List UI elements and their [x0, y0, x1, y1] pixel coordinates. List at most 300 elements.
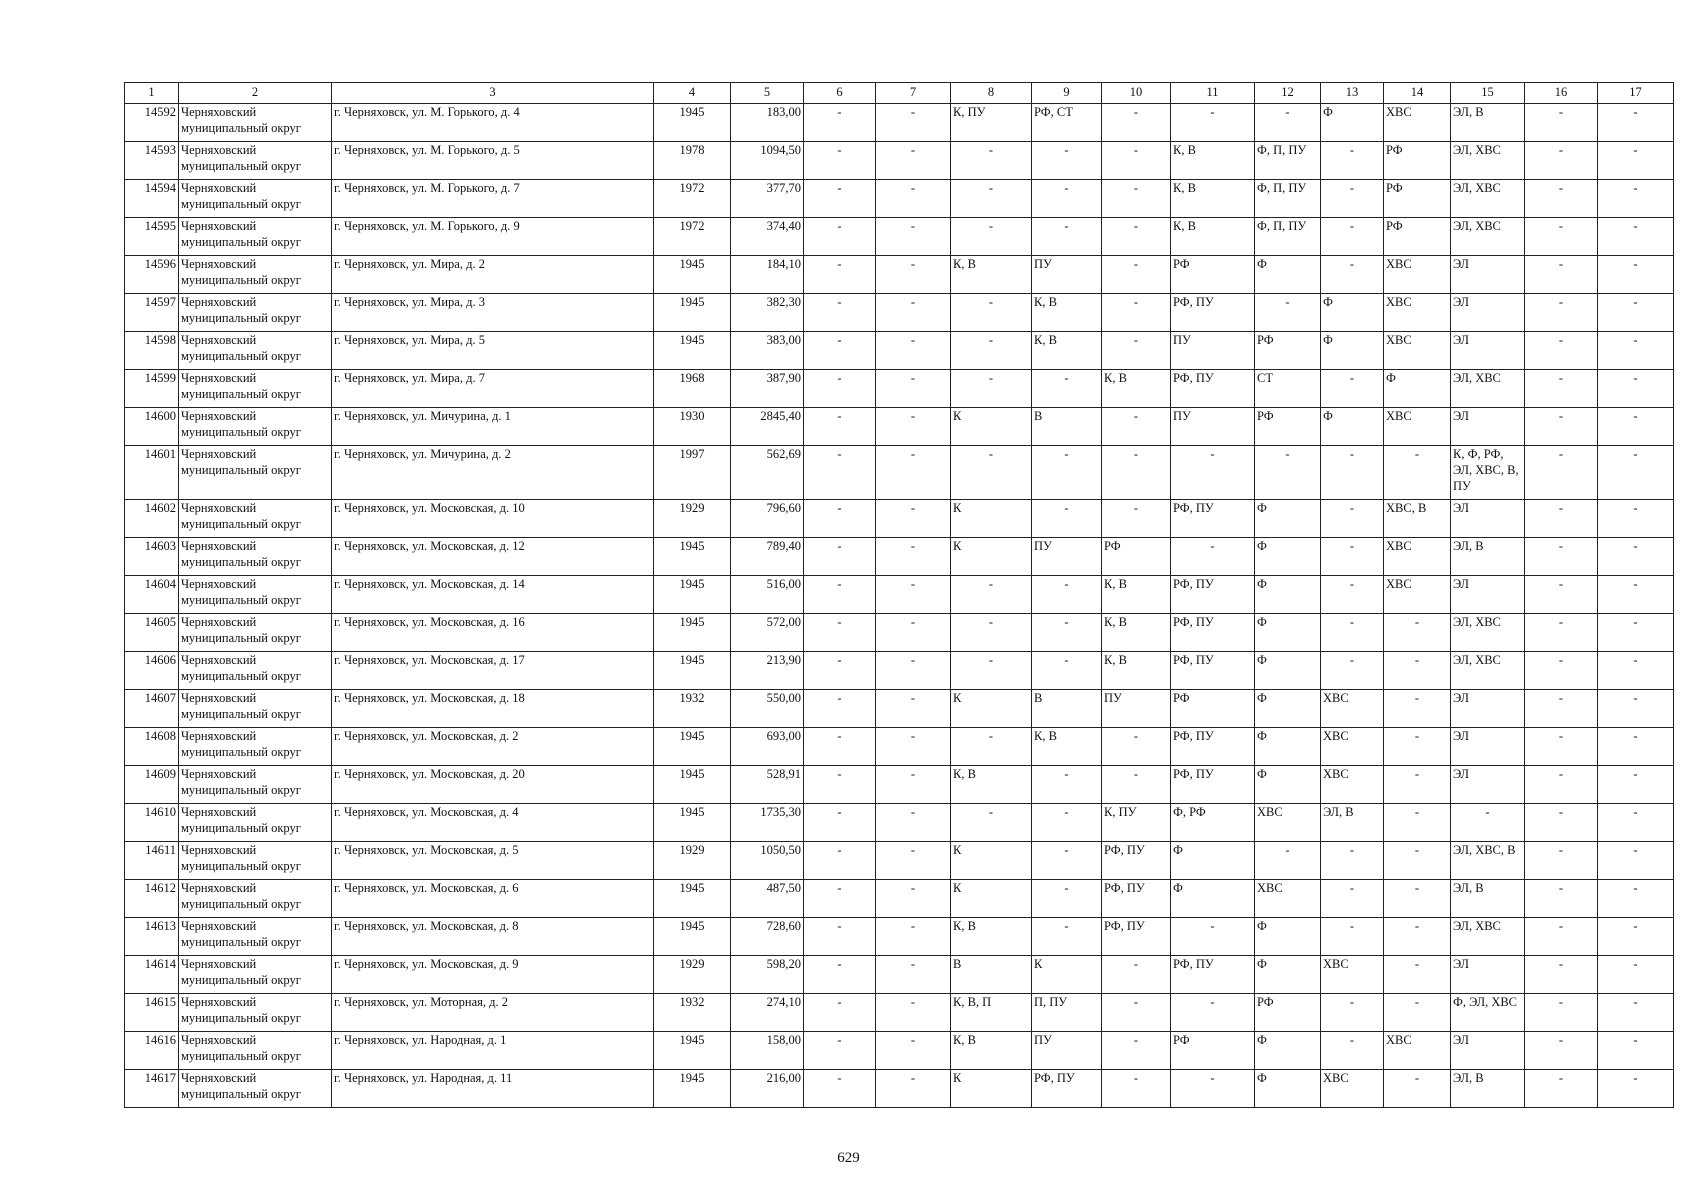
- table-row: [125, 332, 1674, 370]
- table-cell-col-14: ХВС: [1384, 538, 1451, 576]
- column-header-13: 13: [1321, 83, 1384, 104]
- table-cell-col-15: ЭЛ: [1451, 500, 1525, 538]
- table-cell-col-12: Ф: [1255, 766, 1321, 804]
- table-cell-col-16: -: [1525, 880, 1598, 918]
- table-row: [125, 576, 1674, 614]
- table-cell-col-7: -: [876, 370, 951, 408]
- table-cell-col-5: 528,91: [731, 766, 804, 804]
- table-cell-col-14: РФ: [1384, 218, 1451, 256]
- table-cell-col-17: -: [1598, 1032, 1674, 1070]
- table-cell-col-1: 14603: [125, 538, 179, 576]
- table-cell-col-4: 1968: [654, 370, 731, 408]
- table-cell-col-17: -: [1598, 408, 1674, 446]
- table-cell-col-3: г. Черняховск, ул. Московская, д. 9: [332, 956, 654, 994]
- table-cell-col-5: 693,00: [731, 728, 804, 766]
- column-header-4: 4: [654, 83, 731, 104]
- table-cell-col-9: ПУ: [1032, 1032, 1102, 1070]
- table-cell-col-11: РФ, ПУ: [1171, 728, 1255, 766]
- table-cell-col-11: РФ, ПУ: [1171, 500, 1255, 538]
- table-cell-col-12: Ф: [1255, 690, 1321, 728]
- table-cell-col-6: -: [804, 1070, 876, 1108]
- table-cell-col-6: -: [804, 956, 876, 994]
- table-cell-col-16: -: [1525, 104, 1598, 142]
- table-cell-col-8: К: [951, 842, 1032, 880]
- table-cell-col-14: РФ: [1384, 180, 1451, 218]
- table-cell-col-13: -: [1321, 142, 1384, 180]
- table-cell-col-12: ХВС: [1255, 804, 1321, 842]
- table-cell-col-14: -: [1384, 766, 1451, 804]
- table-cell-col-16: -: [1525, 332, 1598, 370]
- table-cell-col-8: -: [951, 652, 1032, 690]
- table-cell-col-16: -: [1525, 370, 1598, 408]
- table-cell-col-10: -: [1102, 332, 1171, 370]
- table-row: [125, 500, 1674, 538]
- table-cell-col-9: -: [1032, 842, 1102, 880]
- table-cell-col-8: К: [951, 1070, 1032, 1108]
- table-cell-col-7: -: [876, 804, 951, 842]
- table-cell-col-17: -: [1598, 256, 1674, 294]
- table-cell-col-9: -: [1032, 142, 1102, 180]
- table-cell-col-12: СТ: [1255, 370, 1321, 408]
- table-cell-col-5: 550,00: [731, 690, 804, 728]
- table-cell-col-2: Черняховский муниципальный округ: [179, 918, 332, 956]
- table-cell-col-14: РФ: [1384, 142, 1451, 180]
- table-cell-col-16: -: [1525, 500, 1598, 538]
- table-cell-col-4: 1932: [654, 994, 731, 1032]
- table-cell-col-16: -: [1525, 408, 1598, 446]
- table-cell-col-12: Ф, П, ПУ: [1255, 218, 1321, 256]
- table-cell-col-5: 183,00: [731, 104, 804, 142]
- table-cell-col-15: ЭЛ: [1451, 690, 1525, 728]
- table-cell-col-4: 1945: [654, 256, 731, 294]
- table-cell-col-4: 1945: [654, 918, 731, 956]
- table-row: [125, 294, 1674, 332]
- table-cell-col-17: -: [1598, 500, 1674, 538]
- table-cell-col-16: -: [1525, 294, 1598, 332]
- table-cell-col-13: -: [1321, 880, 1384, 918]
- table-row: [125, 256, 1674, 294]
- table-cell-col-2: Черняховский муниципальный округ: [179, 408, 332, 446]
- table-cell-col-1: 14600: [125, 408, 179, 446]
- table-cell-col-15: К, Ф, РФ, ЭЛ, ХВС, В, ПУ: [1451, 446, 1525, 500]
- table-cell-col-7: -: [876, 408, 951, 446]
- table-cell-col-8: -: [951, 728, 1032, 766]
- table-cell-col-10: -: [1102, 142, 1171, 180]
- table-cell-col-3: г. Черняховск, ул. Московская, д. 2: [332, 728, 654, 766]
- table-cell-col-1: 14613: [125, 918, 179, 956]
- table-cell-col-10: К, В: [1102, 370, 1171, 408]
- table-cell-col-13: -: [1321, 842, 1384, 880]
- table-cell-col-9: ПУ: [1032, 538, 1102, 576]
- page-number: 629: [837, 1150, 860, 1166]
- table-cell-col-15: ЭЛ, В: [1451, 104, 1525, 142]
- table-cell-col-14: -: [1384, 880, 1451, 918]
- table-cell-col-10: -: [1102, 766, 1171, 804]
- table-cell-col-11: Ф, РФ: [1171, 804, 1255, 842]
- table-cell-col-6: -: [804, 408, 876, 446]
- table-cell-col-9: -: [1032, 500, 1102, 538]
- table-cell-col-6: -: [804, 842, 876, 880]
- table-cell-col-2: Черняховский муниципальный округ: [179, 538, 332, 576]
- table-cell-col-6: -: [804, 104, 876, 142]
- column-header-17: 17: [1598, 83, 1674, 104]
- table-cell-col-6: -: [804, 994, 876, 1032]
- table-cell-col-12: РФ: [1255, 408, 1321, 446]
- table-row: [125, 728, 1674, 766]
- table-cell-col-5: 213,90: [731, 652, 804, 690]
- table-cell-col-10: РФ, ПУ: [1102, 842, 1171, 880]
- table-row: [125, 446, 1674, 500]
- table-cell-col-4: 1930: [654, 408, 731, 446]
- table-row: [125, 918, 1674, 956]
- table-row: [125, 766, 1674, 804]
- table-cell-col-15: ЭЛ, ХВС: [1451, 370, 1525, 408]
- table-cell-col-10: РФ, ПУ: [1102, 880, 1171, 918]
- table-cell-col-13: -: [1321, 218, 1384, 256]
- table-cell-col-6: -: [804, 766, 876, 804]
- table-cell-col-14: -: [1384, 728, 1451, 766]
- table-cell-col-10: -: [1102, 956, 1171, 994]
- table-cell-col-12: -: [1255, 294, 1321, 332]
- table-cell-col-9: -: [1032, 370, 1102, 408]
- table-cell-col-7: -: [876, 690, 951, 728]
- table-cell-col-5: 1094,50: [731, 142, 804, 180]
- table-cell-col-3: г. Черняховск, ул. Мира, д. 5: [332, 332, 654, 370]
- table-cell-col-3: г. Черняховск, ул. Моторная, д. 2: [332, 994, 654, 1032]
- table-cell-col-13: -: [1321, 994, 1384, 1032]
- table-cell-col-6: -: [804, 500, 876, 538]
- table-cell-col-8: -: [951, 218, 1032, 256]
- table-cell-col-5: 487,50: [731, 880, 804, 918]
- table-cell-col-17: -: [1598, 446, 1674, 500]
- table-cell-col-12: РФ: [1255, 994, 1321, 1032]
- table-cell-col-5: 1050,50: [731, 842, 804, 880]
- table-cell-col-2: Черняховский муниципальный округ: [179, 880, 332, 918]
- table-cell-col-3: г. Черняховск, ул. Мира, д. 2: [332, 256, 654, 294]
- table-cell-col-3: г. Черняховск, ул. Московская, д. 10: [332, 500, 654, 538]
- table-cell-col-7: -: [876, 180, 951, 218]
- table-cell-col-11: РФ, ПУ: [1171, 294, 1255, 332]
- table-cell-col-13: Ф: [1321, 104, 1384, 142]
- table-row: [125, 880, 1674, 918]
- table-cell-col-9: -: [1032, 446, 1102, 500]
- table-cell-col-4: 1929: [654, 842, 731, 880]
- table-cell-col-5: 572,00: [731, 614, 804, 652]
- table-cell-col-9: К: [1032, 956, 1102, 994]
- table-cell-col-9: К, В: [1032, 728, 1102, 766]
- table-cell-col-17: -: [1598, 294, 1674, 332]
- table-row: [125, 1032, 1674, 1070]
- table-cell-col-8: -: [951, 294, 1032, 332]
- table-cell-col-13: Ф: [1321, 408, 1384, 446]
- table-cell-col-17: -: [1598, 180, 1674, 218]
- table-cell-col-11: ПУ: [1171, 408, 1255, 446]
- table-cell-col-5: 562,69: [731, 446, 804, 500]
- table-cell-col-17: -: [1598, 332, 1674, 370]
- table-cell-col-1: 14592: [125, 104, 179, 142]
- table-cell-col-8: К: [951, 880, 1032, 918]
- table-cell-col-5: 789,40: [731, 538, 804, 576]
- table-cell-col-3: г. Черняховск, ул. М. Горького, д. 4: [332, 104, 654, 142]
- table-cell-col-5: 374,40: [731, 218, 804, 256]
- table-cell-col-1: 14595: [125, 218, 179, 256]
- table-cell-col-14: ХВС: [1384, 1032, 1451, 1070]
- table-cell-col-14: -: [1384, 614, 1451, 652]
- table-cell-col-2: Черняховский муниципальный округ: [179, 994, 332, 1032]
- table-cell-col-12: Ф, П, ПУ: [1255, 180, 1321, 218]
- table-cell-col-11: РФ: [1171, 1032, 1255, 1070]
- table-cell-col-16: -: [1525, 142, 1598, 180]
- table-cell-col-6: -: [804, 538, 876, 576]
- table-cell-col-17: -: [1598, 728, 1674, 766]
- table-cell-col-2: Черняховский муниципальный округ: [179, 1070, 332, 1108]
- table-cell-col-8: -: [951, 142, 1032, 180]
- table-cell-col-2: Черняховский муниципальный округ: [179, 1032, 332, 1070]
- table-cell-col-8: К, ПУ: [951, 104, 1032, 142]
- table-cell-col-15: ЭЛ: [1451, 408, 1525, 446]
- table-cell-col-17: -: [1598, 576, 1674, 614]
- column-header-14: 14: [1384, 83, 1451, 104]
- table-row: [125, 1070, 1674, 1108]
- table-cell-col-15: ЭЛ: [1451, 728, 1525, 766]
- table-cell-col-15: ЭЛ: [1451, 294, 1525, 332]
- column-header-3: 3: [332, 83, 654, 104]
- table-cell-col-16: -: [1525, 690, 1598, 728]
- table-cell-col-15: ЭЛ: [1451, 1032, 1525, 1070]
- table-cell-col-6: -: [804, 652, 876, 690]
- table-cell-col-11: -: [1171, 918, 1255, 956]
- table-cell-col-2: Черняховский муниципальный округ: [179, 500, 332, 538]
- column-header-8: 8: [951, 83, 1032, 104]
- table-cell-col-13: ХВС: [1321, 1070, 1384, 1108]
- table-cell-col-1: 14602: [125, 500, 179, 538]
- table-cell-col-4: 1945: [654, 104, 731, 142]
- table-cell-col-12: Ф: [1255, 1032, 1321, 1070]
- table-cell-col-10: РФ: [1102, 538, 1171, 576]
- table-cell-col-8: К, В, П: [951, 994, 1032, 1032]
- table-cell-col-1: 14594: [125, 180, 179, 218]
- table-cell-col-3: г. Черняховск, ул. Мира, д. 3: [332, 294, 654, 332]
- table-cell-col-9: РФ, ПУ: [1032, 1070, 1102, 1108]
- table-cell-col-9: К, В: [1032, 332, 1102, 370]
- table-cell-col-8: К, В: [951, 1032, 1032, 1070]
- table-cell-col-4: 1945: [654, 576, 731, 614]
- table-cell-col-7: -: [876, 728, 951, 766]
- table-cell-col-4: 1945: [654, 804, 731, 842]
- table-row: [125, 652, 1674, 690]
- table-cell-col-17: -: [1598, 142, 1674, 180]
- table-cell-col-1: 14617: [125, 1070, 179, 1108]
- table-cell-col-13: -: [1321, 652, 1384, 690]
- table-cell-col-4: 1945: [654, 728, 731, 766]
- table-cell-col-15: ЭЛ, ХВС: [1451, 218, 1525, 256]
- table-cell-col-9: -: [1032, 180, 1102, 218]
- table-cell-col-4: 1945: [654, 1070, 731, 1108]
- table-cell-col-10: -: [1102, 408, 1171, 446]
- table-cell-col-17: -: [1598, 918, 1674, 956]
- table-cell-col-6: -: [804, 1032, 876, 1070]
- table-cell-col-11: РФ, ПУ: [1171, 576, 1255, 614]
- table-cell-col-5: 158,00: [731, 1032, 804, 1070]
- registry-table: [124, 82, 1674, 1108]
- table-cell-col-10: -: [1102, 218, 1171, 256]
- table-cell-col-16: -: [1525, 804, 1598, 842]
- table-cell-col-15: ЭЛ, ХВС: [1451, 142, 1525, 180]
- table-cell-col-12: Ф: [1255, 500, 1321, 538]
- table-cell-col-9: -: [1032, 880, 1102, 918]
- table-cell-col-4: 1945: [654, 766, 731, 804]
- table-cell-col-1: 14604: [125, 576, 179, 614]
- table-cell-col-6: -: [804, 446, 876, 500]
- table-cell-col-11: РФ, ПУ: [1171, 956, 1255, 994]
- table-cell-col-5: 796,60: [731, 500, 804, 538]
- table-cell-col-17: -: [1598, 614, 1674, 652]
- table-cell-col-3: г. Черняховск, ул. Мичурина, д. 1: [332, 408, 654, 446]
- table-cell-col-3: г. Черняховск, ул. Мичурина, д. 2: [332, 446, 654, 500]
- table-cell-col-15: ЭЛ, ХВС: [1451, 652, 1525, 690]
- table-cell-col-11: Ф: [1171, 842, 1255, 880]
- table-cell-col-14: -: [1384, 956, 1451, 994]
- table-cell-col-9: -: [1032, 576, 1102, 614]
- table-cell-col-15: ЭЛ, ХВС: [1451, 614, 1525, 652]
- column-header-12: 12: [1255, 83, 1321, 104]
- table-cell-col-9: ПУ: [1032, 256, 1102, 294]
- table-cell-col-10: -: [1102, 1032, 1171, 1070]
- table-cell-col-10: ПУ: [1102, 690, 1171, 728]
- table-cell-col-2: Черняховский муниципальный округ: [179, 842, 332, 880]
- table-cell-col-2: Черняховский муниципальный округ: [179, 576, 332, 614]
- table-cell-col-4: 1972: [654, 180, 731, 218]
- table-cell-col-15: ЭЛ, ХВС: [1451, 918, 1525, 956]
- table-cell-col-5: 274,10: [731, 994, 804, 1032]
- table-cell-col-13: -: [1321, 1032, 1384, 1070]
- table-cell-col-15: ЭЛ: [1451, 256, 1525, 294]
- table-cell-col-4: 1929: [654, 500, 731, 538]
- table-cell-col-14: -: [1384, 652, 1451, 690]
- table-cell-col-14: ХВС: [1384, 408, 1451, 446]
- table-cell-col-9: -: [1032, 918, 1102, 956]
- table-cell-col-12: -: [1255, 446, 1321, 500]
- table-cell-col-15: ЭЛ, В: [1451, 538, 1525, 576]
- table-cell-col-11: -: [1171, 1070, 1255, 1108]
- table-cell-col-12: РФ: [1255, 332, 1321, 370]
- table-cell-col-5: 516,00: [731, 576, 804, 614]
- table-row: [125, 842, 1674, 880]
- table-cell-col-14: ХВС: [1384, 294, 1451, 332]
- table-cell-col-7: -: [876, 766, 951, 804]
- table-cell-col-9: -: [1032, 614, 1102, 652]
- table-cell-col-14: -: [1384, 804, 1451, 842]
- table-cell-col-11: Ф: [1171, 880, 1255, 918]
- table-cell-col-4: 1945: [654, 880, 731, 918]
- table-cell-col-12: Ф: [1255, 1070, 1321, 1108]
- table-cell-col-9: -: [1032, 804, 1102, 842]
- table-cell-col-10: К, ПУ: [1102, 804, 1171, 842]
- table-cell-col-2: Черняховский муниципальный округ: [179, 332, 332, 370]
- table-cell-col-12: Ф: [1255, 614, 1321, 652]
- table-cell-col-2: Черняховский муниципальный округ: [179, 256, 332, 294]
- table-cell-col-7: -: [876, 652, 951, 690]
- table-cell-col-16: -: [1525, 538, 1598, 576]
- table-cell-col-7: -: [876, 446, 951, 500]
- table-cell-col-13: -: [1321, 918, 1384, 956]
- table-cell-col-11: К, В: [1171, 180, 1255, 218]
- table-cell-col-16: -: [1525, 180, 1598, 218]
- table-cell-col-16: -: [1525, 766, 1598, 804]
- table-cell-col-12: Ф: [1255, 576, 1321, 614]
- column-header-6: 6: [804, 83, 876, 104]
- table-cell-col-6: -: [804, 728, 876, 766]
- table-cell-col-1: 14616: [125, 1032, 179, 1070]
- table-row: [125, 956, 1674, 994]
- table-cell-col-14: ХВС: [1384, 576, 1451, 614]
- table-cell-col-7: -: [876, 218, 951, 256]
- table-cell-col-7: -: [876, 1070, 951, 1108]
- table-cell-col-10: -: [1102, 500, 1171, 538]
- table-cell-col-9: -: [1032, 766, 1102, 804]
- table-cell-col-2: Черняховский муниципальный округ: [179, 446, 332, 500]
- table-cell-col-3: г. Черняховск, ул. Московская, д. 12: [332, 538, 654, 576]
- table-cell-col-4: 1929: [654, 956, 731, 994]
- table-cell-col-13: -: [1321, 446, 1384, 500]
- table-cell-col-3: г. Черняховск, ул. Московская, д. 18: [332, 690, 654, 728]
- table-cell-col-11: -: [1171, 538, 1255, 576]
- table-cell-col-8: К, В: [951, 918, 1032, 956]
- table-cell-col-10: РФ, ПУ: [1102, 918, 1171, 956]
- table-cell-col-6: -: [804, 614, 876, 652]
- table-row: [125, 994, 1674, 1032]
- table-cell-col-15: -: [1451, 804, 1525, 842]
- table-cell-col-6: -: [804, 804, 876, 842]
- table-cell-col-11: -: [1171, 446, 1255, 500]
- table-cell-col-2: Черняховский муниципальный округ: [179, 218, 332, 256]
- table-cell-col-1: 14614: [125, 956, 179, 994]
- table-cell-col-14: ХВС: [1384, 332, 1451, 370]
- table-cell-col-16: -: [1525, 956, 1598, 994]
- table-cell-col-7: -: [876, 918, 951, 956]
- table-cell-col-3: г. Черняховск, ул. Московская, д. 8: [332, 918, 654, 956]
- table-cell-col-7: -: [876, 880, 951, 918]
- table-cell-col-3: г. Черняховск, ул. Московская, д. 5: [332, 842, 654, 880]
- table-cell-col-3: г. Черняховск, ул. Мира, д. 7: [332, 370, 654, 408]
- table-cell-col-8: -: [951, 370, 1032, 408]
- table-cell-col-10: -: [1102, 1070, 1171, 1108]
- table-cell-col-11: К, В: [1171, 218, 1255, 256]
- table-cell-col-12: Ф: [1255, 728, 1321, 766]
- table-cell-col-3: г. Черняховск, ул. М. Горького, д. 7: [332, 180, 654, 218]
- table-cell-col-10: К, В: [1102, 652, 1171, 690]
- table-cell-col-4: 1945: [654, 1032, 731, 1070]
- table-cell-col-1: 14611: [125, 842, 179, 880]
- table-cell-col-4: 1978: [654, 142, 731, 180]
- table-cell-col-7: -: [876, 256, 951, 294]
- table-cell-col-16: -: [1525, 994, 1598, 1032]
- table-cell-col-16: -: [1525, 218, 1598, 256]
- table-cell-col-16: -: [1525, 918, 1598, 956]
- table-cell-col-8: К: [951, 500, 1032, 538]
- table-cell-col-1: 14596: [125, 256, 179, 294]
- column-header-10: 10: [1102, 83, 1171, 104]
- table-cell-col-1: 14608: [125, 728, 179, 766]
- table-cell-col-7: -: [876, 294, 951, 332]
- table-cell-col-8: К, В: [951, 766, 1032, 804]
- table-cell-col-3: г. Черняховск, ул. Московская, д. 4: [332, 804, 654, 842]
- table-cell-col-6: -: [804, 370, 876, 408]
- table-cell-col-5: 377,70: [731, 180, 804, 218]
- table-cell-col-2: Черняховский муниципальный округ: [179, 142, 332, 180]
- table-cell-col-14: Ф: [1384, 370, 1451, 408]
- table-cell-col-13: -: [1321, 180, 1384, 218]
